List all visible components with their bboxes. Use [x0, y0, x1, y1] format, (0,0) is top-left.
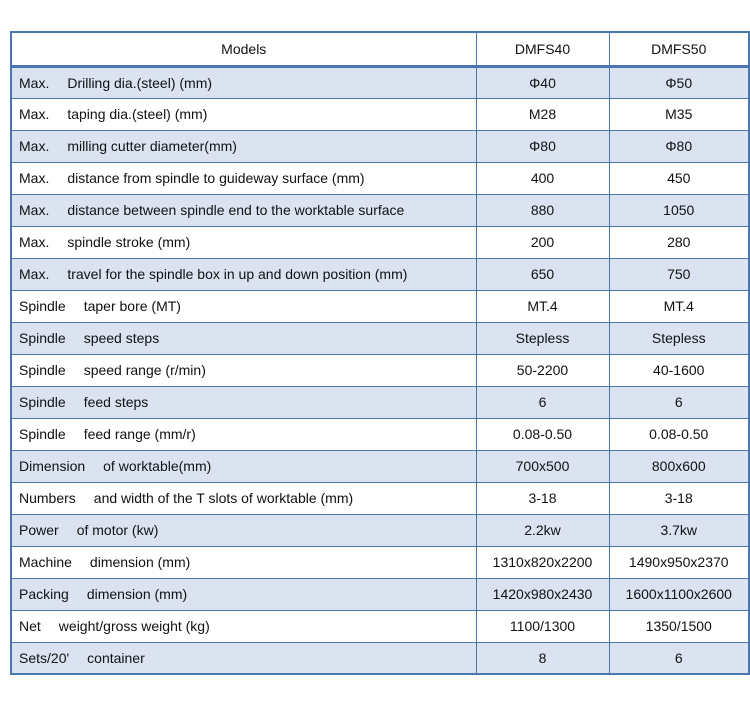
dmfs40-value: 1310x820x2200 — [476, 546, 609, 578]
dmfs50-value: MT.4 — [609, 290, 749, 322]
param-keyword: Max. — [19, 138, 50, 154]
dmfs40-value: 1420x980x2430 — [476, 578, 609, 610]
param-description: speed steps — [83, 330, 160, 346]
param-keyword: Dimension — [19, 458, 86, 474]
dmfs40-value: Φ80 — [476, 130, 609, 162]
param-description: distance between spindle end to the worktable surface — [67, 202, 405, 218]
dmfs50-value: Φ80 — [609, 130, 749, 162]
param-description: spindle stroke (mm) — [67, 234, 191, 250]
param-description: weight/gross weight (kg) — [58, 618, 210, 634]
dmfs50-value: M35 — [609, 98, 749, 130]
table-row — [11, 130, 749, 162]
dmfs40-value: 200 — [476, 226, 609, 258]
header-dmfs50: DMFS50 — [609, 32, 749, 66]
param-keyword: Sets/20' — [19, 649, 70, 666]
table-row — [11, 514, 749, 546]
param-description: of motor (kw) — [76, 522, 159, 538]
param-description: travel for the spindle box in up and down position (mm) — [67, 266, 408, 282]
table-row — [11, 66, 749, 98]
param-cell — [11, 322, 476, 354]
param-description: feed range (mm/r) — [83, 426, 196, 442]
dmfs40-value: 650 — [476, 258, 609, 290]
param-cell — [11, 578, 476, 610]
dmfs50-value: 1600x1100x2600 — [609, 578, 749, 610]
table-row — [11, 162, 749, 194]
dmfs40-value: 6 — [476, 386, 609, 418]
dmfs40-value: 2.2kw — [476, 514, 609, 546]
param-keyword: Max. — [19, 170, 50, 186]
dmfs50-value: 1350/1500 — [609, 610, 749, 642]
dmfs40-value: M28 — [476, 98, 609, 130]
param-description: and width of the T slots of worktable (mm) — [93, 490, 354, 506]
table-row — [11, 258, 749, 290]
param-keyword: Spindle — [19, 394, 66, 410]
dmfs50-value: 800x600 — [609, 450, 749, 482]
dmfs50-value: Φ50 — [609, 66, 749, 98]
param-cell — [11, 98, 476, 130]
dmfs50-value: 750 — [609, 258, 749, 290]
param-keyword: Numbers — [19, 490, 76, 506]
param-description: taping dia.(steel) (mm) — [67, 106, 208, 122]
param-cell — [11, 258, 476, 290]
dmfs50-value: 6 — [609, 386, 749, 418]
dmfs40-value: 8 — [476, 642, 609, 674]
dmfs40-value: MT.4 — [476, 290, 609, 322]
spec-body — [11, 66, 749, 674]
param-cell — [11, 162, 476, 194]
param-description: distance from spindle to guideway surface (mm) — [67, 170, 365, 186]
param-cell — [11, 514, 476, 546]
table-row — [11, 450, 749, 482]
param-keyword: Spindle — [19, 330, 66, 346]
table-row — [11, 98, 749, 130]
dmfs40-value: 700x500 — [476, 450, 609, 482]
table-row — [11, 194, 749, 226]
param-description: milling cutter diameter(mm) — [67, 138, 237, 154]
param-cell — [11, 386, 476, 418]
dmfs40-value: 400 — [476, 162, 609, 194]
param-keyword: Max. — [19, 202, 50, 218]
param-keyword: Packing — [19, 586, 69, 602]
dmfs50-value: 0.08-0.50 — [609, 418, 749, 450]
table-row — [11, 290, 749, 322]
param-description: feed steps — [83, 394, 149, 410]
param-keyword: Max. — [19, 106, 50, 122]
dmfs50-value: 450 — [609, 162, 749, 194]
table-row — [11, 386, 749, 418]
param-keyword: Max. — [19, 74, 50, 91]
param-keyword: Power — [19, 522, 59, 538]
param-description: speed range (r/min) — [83, 362, 206, 378]
param-cell — [11, 450, 476, 482]
param-cell — [11, 418, 476, 450]
param-keyword: Machine — [19, 554, 72, 570]
header-dmfs40: DMFS40 — [476, 32, 609, 66]
header-row — [11, 32, 749, 66]
table-row — [11, 354, 749, 386]
param-description: container — [87, 649, 145, 666]
dmfs40-value: 1100/1300 — [476, 610, 609, 642]
param-cell — [11, 194, 476, 226]
param-cell — [11, 290, 476, 322]
dmfs50-value: 3.7kw — [609, 514, 749, 546]
param-description: dimension (mm) — [86, 586, 188, 602]
param-description: taper bore (MT) — [83, 298, 181, 314]
header-models: Models — [11, 32, 476, 66]
param-keyword: Max. — [19, 234, 50, 250]
table-row — [11, 482, 749, 514]
dmfs40-value: 880 — [476, 194, 609, 226]
dmfs50-value: 3-18 — [609, 482, 749, 514]
table-row — [11, 226, 749, 258]
param-keyword: Net — [19, 618, 41, 634]
dmfs50-value: 280 — [609, 226, 749, 258]
param-cell — [11, 130, 476, 162]
dmfs40-value: 50-2200 — [476, 354, 609, 386]
param-cell — [11, 482, 476, 514]
spec-table — [10, 31, 750, 675]
dmfs50-value: 1050 — [609, 194, 749, 226]
table-row — [11, 418, 749, 450]
dmfs40-value: Φ40 — [476, 66, 609, 98]
param-cell — [11, 66, 476, 98]
param-cell — [11, 642, 476, 674]
param-description: dimension (mm) — [89, 554, 191, 570]
param-keyword: Spindle — [19, 298, 66, 314]
param-cell — [11, 226, 476, 258]
param-description: Drilling dia.(steel) (mm) — [67, 74, 213, 91]
table-row — [11, 546, 749, 578]
dmfs50-value: Stepless — [609, 322, 749, 354]
param-cell — [11, 354, 476, 386]
dmfs50-value: 6 — [609, 642, 749, 674]
dmfs40-value: 3-18 — [476, 482, 609, 514]
param-keyword: Max. — [19, 266, 50, 282]
param-cell — [11, 546, 476, 578]
table-row — [11, 642, 749, 674]
dmfs50-value: 40-1600 — [609, 354, 749, 386]
param-description: of worktable(mm) — [103, 458, 212, 474]
dmfs40-value: 0.08-0.50 — [476, 418, 609, 450]
dmfs40-value: Stepless — [476, 322, 609, 354]
param-keyword: Spindle — [19, 426, 66, 442]
dmfs50-value: 1490x950x2370 — [609, 546, 749, 578]
table-row — [11, 322, 749, 354]
param-cell — [11, 610, 476, 642]
table-row — [11, 578, 749, 610]
param-keyword: Spindle — [19, 362, 66, 378]
table-row — [11, 610, 749, 642]
